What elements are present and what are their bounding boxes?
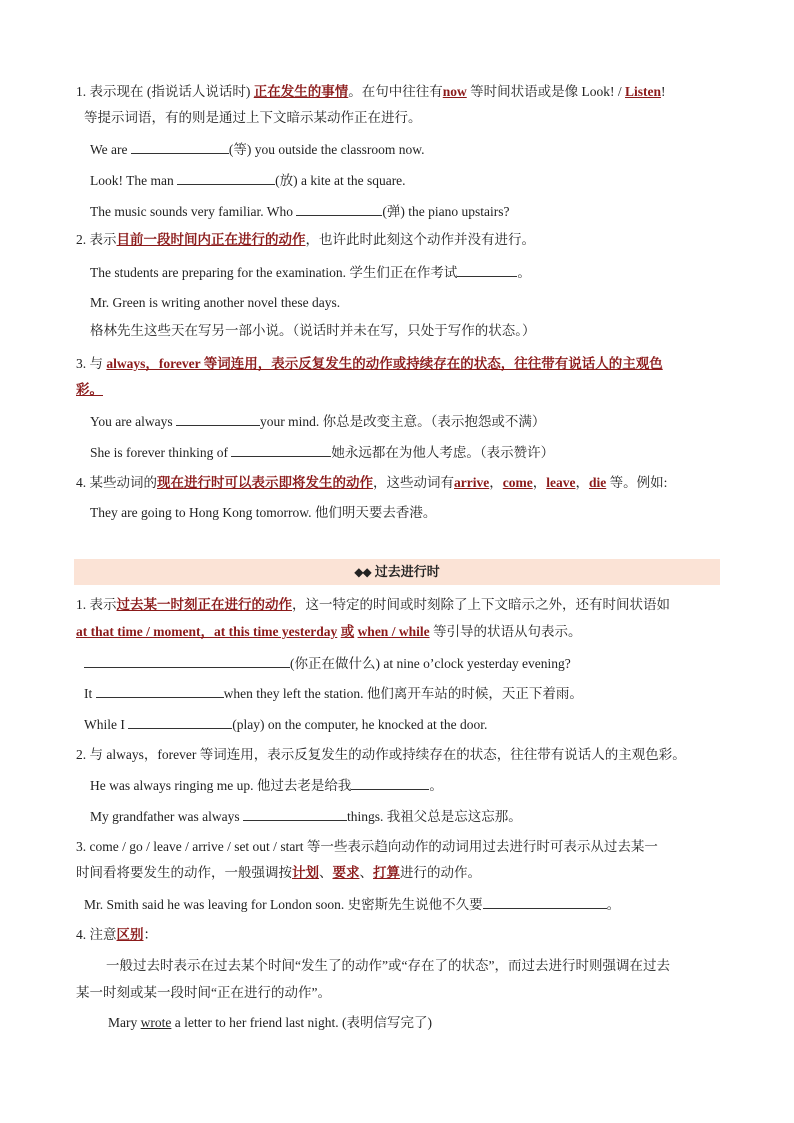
text: Mary — [108, 1015, 138, 1030]
answer-blank[interactable] — [131, 139, 229, 154]
text: ， — [532, 475, 547, 490]
emphasis: 彩。 — [76, 382, 103, 397]
text: ， — [575, 475, 589, 490]
text: things. 我祖父总是忘这忘那。 — [346, 809, 522, 824]
text: 与 — [89, 356, 103, 371]
text: (放) a kite at the square. — [275, 173, 406, 188]
text: ，这些动词有 — [373, 475, 454, 490]
present-point-3-cont — [76, 380, 103, 400]
emphasis: 或 — [340, 624, 355, 639]
emphasis: 计划 — [292, 865, 319, 880]
text: 表示 — [89, 232, 117, 247]
text: You are always — [90, 414, 173, 429]
answer-blank[interactable] — [128, 714, 232, 729]
text: ： — [143, 927, 157, 942]
text: She is forever thinking of — [90, 445, 228, 460]
text: your mind. 你总是改变主意。（表示抱怨或不满） — [260, 414, 546, 429]
exercise-line — [90, 806, 522, 827]
past-point-3-line: 3. come / go / leave / arrive / set out / start 等一些表示趋向动作的动词用过去进行时可表示从过去某一 — [76, 839, 658, 854]
emphasis: always，forever 等词连用，表示反复发生的动作或持续存在的状态，往往带有说话人的主观色 — [106, 356, 663, 371]
text: ! — [661, 84, 666, 99]
present-point-1-line — [76, 82, 666, 102]
point-number: 1. — [76, 84, 87, 99]
section-header-past-progressive — [74, 559, 720, 585]
answer-blank[interactable] — [176, 411, 260, 426]
text: (弹) the piano upstairs? — [382, 204, 510, 219]
example-line: Mr. Green is writing another novel these days. — [90, 295, 341, 310]
past-point-1-cont — [76, 622, 581, 642]
past-point-2-line: 2. 与 always，forever 等词连用，表示反复发生的动作或持续存在的状态，往往带有说话人的主观色彩。 — [76, 747, 686, 762]
answer-blank[interactable] — [243, 806, 347, 821]
answer-blank[interactable] — [96, 683, 224, 698]
past-point-4-line — [76, 925, 157, 945]
emphasis: 区别 — [116, 927, 144, 942]
answer-blank[interactable] — [177, 170, 275, 185]
exercise-line — [84, 683, 583, 704]
text: It — [84, 686, 93, 701]
emphasis: 现在进行时可以表示即将发生的动作 — [157, 475, 373, 490]
text: 等。例如: — [609, 475, 668, 490]
emphasis: at that time / moment，at this time yesterday — [76, 624, 338, 639]
answer-blank[interactable] — [483, 894, 607, 909]
answer-blank[interactable] — [231, 442, 331, 457]
text: when they left the station. 他们离开车站的时候，天正下着雨。 — [223, 686, 583, 701]
present-point-3-line — [76, 354, 663, 374]
text: 某些动词的 — [89, 475, 157, 490]
emphasis: leave — [546, 475, 576, 490]
paragraph-line: 某一时刻或某一段时间“正在进行的动作”。 — [76, 985, 331, 1000]
point-number: 3. — [76, 356, 87, 371]
point-number: 1. — [76, 597, 87, 612]
answer-blank[interactable] — [84, 653, 290, 668]
text: Mr. Smith said he was leaving for London soon. 史密斯先生说他不久要 — [84, 897, 483, 912]
emphasis: come — [502, 475, 533, 490]
text: a letter to her friend last night. (表明信写完了) — [174, 1015, 432, 1030]
text: The students are preparing for the examination. 学生们正在作考试 — [90, 265, 458, 280]
example-line: They are going to Hong Kong tomorrow. 他们明天要去香港。 — [90, 505, 437, 520]
emphasis: 打算 — [373, 865, 400, 880]
present-point-2-line — [76, 230, 535, 250]
exercise-line — [90, 170, 406, 191]
text: ，也许此时此刻这个动作并没有进行。 — [305, 232, 535, 247]
emphasis: arrive — [454, 475, 490, 490]
text: 表示 — [89, 597, 117, 612]
answer-blank[interactable] — [351, 775, 429, 790]
text: 4. 注意 — [76, 927, 117, 942]
emphasis: now — [442, 84, 467, 99]
past-point-3-cont — [76, 863, 481, 883]
emphasis: Listen — [625, 84, 662, 99]
point-number: 2. — [76, 232, 87, 247]
paragraph-line: 一般过去时表示在过去某个时间“发生了的动作”或“存在了的状态”，而过去进行时则强调在过去 — [106, 958, 670, 973]
exercise-line — [90, 262, 531, 283]
text: ，这一特定的时间或时刻除了上下文暗示之外，还有时间状语如 — [292, 597, 670, 612]
text: We are — [90, 142, 128, 157]
present-point-4-line — [76, 473, 667, 493]
text: 。 — [606, 897, 621, 912]
text: 表示现在 (指说话人说话时) — [89, 84, 251, 99]
present-point-1-cont: 等提示词语，有的则是通过上下文暗示某动作正在进行。 — [84, 110, 422, 125]
answer-blank[interactable] — [296, 201, 382, 216]
text: (play) on the computer, he knocked at the door. — [232, 717, 488, 732]
past-point-1-line — [76, 595, 670, 615]
text: He was always ringing me up. 他过去老是给我 — [90, 778, 352, 793]
exercise-line — [90, 139, 424, 160]
emphasis: die — [588, 475, 607, 490]
text: 、 — [359, 865, 373, 880]
text: (你正在做什么) at nine o’clock yesterday evening? — [290, 656, 571, 671]
emphasis: when / while — [357, 624, 430, 639]
exercise-line — [84, 653, 571, 674]
text: 。 — [429, 778, 443, 793]
text: ， — [489, 475, 503, 490]
underlined-word: wrote — [140, 1015, 172, 1030]
text: 时间看将要发生的动作，一般强调按 — [76, 865, 292, 880]
text: While I — [84, 717, 125, 732]
example-translation: 格林先生这些天在写另一部小说。（说话时并未在写，只处于写作的状态。） — [90, 323, 536, 338]
exercise-line — [90, 775, 443, 796]
emphasis: 要求 — [332, 865, 360, 880]
diamond-icon: ◆◆ — [354, 565, 371, 579]
exercise-line — [90, 442, 554, 463]
text: 她永远都在为他人考虑。（表示赞许） — [331, 445, 555, 460]
point-number: 4. — [76, 475, 87, 490]
exercise-line — [90, 201, 509, 222]
text: 等时间状语或是像 Look! / — [470, 84, 622, 99]
text: 等引导的状语从句表示。 — [432, 624, 582, 639]
exercise-line — [90, 411, 545, 432]
exercise-line — [84, 894, 620, 915]
emphasis: 目前一段时间内正在进行的动作 — [116, 232, 306, 247]
exercise-line — [84, 714, 487, 735]
text: My grandfather was always — [90, 809, 240, 824]
example-line — [108, 1013, 432, 1033]
text: 。在句中往往有 — [348, 84, 443, 99]
section-title: 过去进行时 — [374, 565, 440, 580]
emphasis: 正在发生的事情 — [253, 84, 349, 99]
text: 。 — [517, 265, 531, 280]
text: Look! The man — [90, 173, 174, 188]
text: (等) you outside the classroom now. — [228, 142, 425, 157]
answer-blank[interactable] — [457, 262, 517, 277]
text: 进行的动作。 — [400, 865, 481, 880]
text: 、 — [319, 865, 333, 880]
emphasis: 过去某一时刻正在进行的动作 — [116, 597, 292, 612]
text: The music sounds very familiar. Who — [90, 204, 293, 219]
